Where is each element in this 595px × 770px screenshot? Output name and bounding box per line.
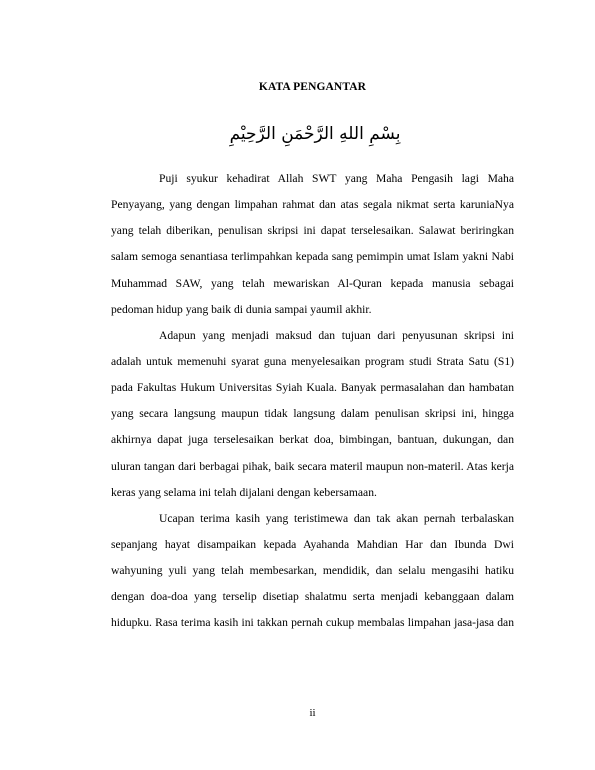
body-text [111,166,514,637]
paragraph-3 [111,506,514,637]
text-line: salam semoga senantiasa terlimpahkan kepada sang pemimpin umat Islam yakni Nabi [111,250,514,264]
text-line: Penyayang, yang dengan limpahan rahmat dan atas segala nikmat serta karuniaNya [111,198,514,212]
text-line: hidupku. Rasa terima kasih ini takkan pernah cukup membalas limpahan jasa-jasa dan [111,616,514,630]
paragraph-2 [111,323,514,506]
text-line: uluran tangan dari berbagai pihak, baik secara materil maupun non-materil. Atas kerja [111,459,514,473]
text-line: wahyuning yuli yang telah membesarkan, mendidik, dan selalu mengasihi hatiku [111,564,514,578]
text-line: keras yang selama ini telah dijalani dengan kebersamaan. [111,485,377,499]
text-line: adalah untuk memenuhi syarat guna menyelesaikan program studi Strata Satu (S1) [111,354,514,368]
text-line: Ucapan terima kasih yang teristimewa dan tak akan pernah terbalaskan [159,511,514,525]
basmalah-text: بِسْمِ اللهِ الرَّحْمَنِ الرَّحِيْمِ [229,124,401,144]
text-line: Puji syukur kehadirat Allah SWT yang Maha Pengasih lagi Maha [159,172,514,185]
page-number: ii [309,707,316,719]
text-line: akhirnya dapat juga terselesaikan berkat doa, bimbingan, bantuan, dukungan, dan [111,433,514,447]
text-line: dengan doa-doa yang terselip disetiap shalatmu serta menjadi kebanggaan dalam [111,590,514,604]
basmalah-calligraphy [222,116,408,152]
page-title: KATA PENGANTAR [258,81,367,93]
text-line: sepanjang hayat disampaikan kepada Ayahanda Mahdian Har dan Ibunda Dwi [111,537,514,551]
text-line: pedoman hidup yang baik di dunia sampai yaumil akhir. [111,302,372,316]
text-line: Muhammad SAW, yang telah mewariskan Al-Quran kepada manusia sebagai [111,276,514,290]
text-line: pada Fakultas Hukum Universitas Syiah Kuala. Banyak permasalahan dan hambatan [111,381,514,395]
text-line: Adapun yang menjadi maksud dan tujuan dari penyusunan skripsi ini [159,328,514,342]
text-line: yang secara langsung maupun tidak langsung dalam penulisan skripsi ini, hingga [111,407,514,421]
text-line: yang telah diberikan, penulisan skripsi ini dapat terselesaikan. Salawat beriringkan [111,224,514,238]
paragraph-1 [111,166,514,323]
